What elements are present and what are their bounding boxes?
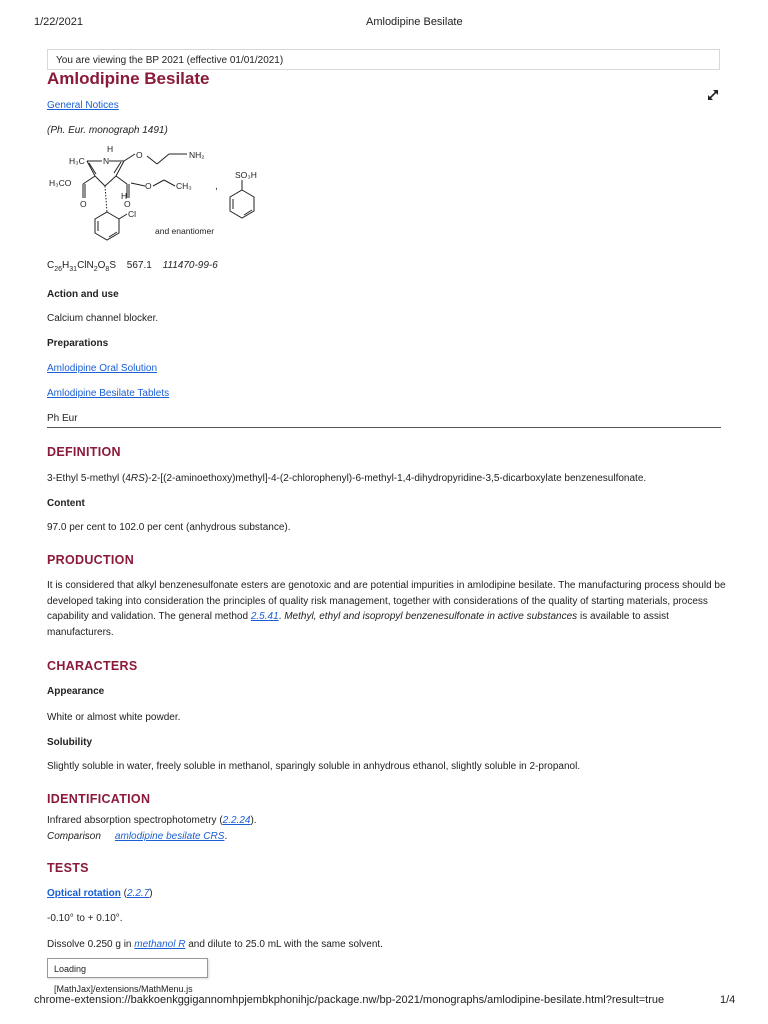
optical-rotation-line: Optical rotation (2.2.7) bbox=[47, 888, 153, 899]
label-o2: O bbox=[80, 199, 87, 209]
methanol-r-link[interactable]: methanol R bbox=[134, 939, 186, 950]
action-text: Calcium channel blocker. bbox=[47, 313, 159, 324]
print-date: 1/22/2021 bbox=[34, 16, 83, 28]
method-2-5-41-link[interactable]: 2.5.41 bbox=[250, 611, 279, 623]
solubility-heading: Solubility bbox=[47, 737, 92, 748]
label-ch3: CH₃ bbox=[176, 181, 192, 191]
version-banner: You are viewing the BP 2021 (effective 01/01/2021) bbox=[47, 49, 720, 70]
print-title: Amlodipine Besilate bbox=[366, 16, 463, 28]
preparations-heading: Preparations bbox=[47, 338, 109, 349]
expand-icon[interactable] bbox=[706, 88, 720, 102]
content-heading: Content bbox=[47, 498, 85, 509]
crs-link[interactable]: amlodipine besilate CRS bbox=[114, 831, 225, 842]
content-text: 97.0 per cent to 102.0 per cent (anhydrous substance). bbox=[47, 522, 291, 533]
definition-text: 3-Ethyl 5-methyl (4RS)-2-[(2-aminoethoxy)methyl]-4-(2-chlorophenyl)-6-methyl-1,4-dihydropyridine-3,5-dicarboxylate benzenesulfonate. bbox=[47, 473, 647, 484]
print-page-number: 1/4 bbox=[720, 994, 736, 1006]
label-o1: O bbox=[136, 150, 143, 160]
cas-number: 111470-99-6 bbox=[162, 260, 218, 271]
label-so3h: SO₃H bbox=[235, 170, 257, 180]
label-nh: H bbox=[107, 144, 114, 154]
appearance-text: White or almost white powder. bbox=[47, 712, 181, 723]
label-h3co: H₃CO bbox=[49, 178, 72, 188]
tests-heading: TESTS bbox=[47, 861, 89, 875]
action-heading: Action and use bbox=[47, 289, 119, 300]
label-o3: O bbox=[145, 181, 152, 191]
production-text: It is considered that alkyl benzenesulfonate esters are genotoxic and are potential impurities in amlodipine besilate. The manufacturing process should be developed taking into consideration the principles of quality risk management, together with considerations of the quality of starting materials, process capability and validation. The general method 2.5.41. Methyl, ethyl and isopropyl benzenesulfonate in active substances is available to assist manufacturers. bbox=[47, 580, 726, 638]
page-title: Amlodipine Besilate bbox=[47, 69, 210, 88]
characters-heading: CHARACTERS bbox=[47, 659, 138, 673]
label-h3c: H₃C bbox=[69, 156, 85, 166]
print-url: chrome-extension://bakkoenkggigannomhpjembkphonihjc/package.nw/bp-2021/monographs/amlodipine-besilate.html?result=true bbox=[34, 994, 665, 1006]
mathjax-loading-status: Loading [MathJax]/extensions/MathMenu.js bbox=[47, 958, 208, 978]
optical-rotation-link[interactable]: Optical rotation bbox=[47, 888, 121, 899]
dissolve-text: Dissolve 0.250 g in methanol R and dilute to 25.0 mL with the same solvent. bbox=[47, 939, 383, 950]
appearance-heading: Appearance bbox=[47, 686, 105, 697]
identification-text: Infrared absorption spectrophotometry (2.2.24). bbox=[47, 815, 257, 826]
molecular-weight: 567.1 bbox=[126, 260, 152, 271]
label-nh2: NH₂ bbox=[189, 150, 205, 160]
ph-eur-label: Ph Eur bbox=[47, 413, 78, 424]
structural-formula-image bbox=[47, 140, 277, 258]
preparation-link[interactable]: Amlodipine Oral Solution bbox=[47, 363, 158, 374]
method-2-2-24-link[interactable]: 2.2.24 bbox=[222, 815, 251, 826]
general-notices-link[interactable]: General Notices bbox=[47, 100, 119, 111]
preparation-link[interactable]: Amlodipine Besilate Tablets bbox=[47, 388, 170, 399]
label-n: N bbox=[103, 156, 110, 166]
label-cl: Cl bbox=[128, 209, 137, 219]
label-enantiomer: and enantiomer bbox=[155, 226, 215, 236]
svg-text:,: , bbox=[215, 181, 218, 192]
section-divider bbox=[47, 427, 721, 428]
rotation-range: -0.10° to + 0.10°. bbox=[47, 913, 123, 924]
solubility-text: Slightly soluble in water, freely soluble in methanol, sparingly soluble in anhydrous ethanol, slightly soluble in 2-propanol. bbox=[47, 761, 581, 772]
monograph-reference: (Ph. Eur. monograph 1491) bbox=[47, 125, 168, 136]
molecular-formula: $C_{26}H_{31}ClN_2O_8S$ 567.1 111470-99-6 bbox=[47, 260, 218, 273]
definition-heading: DEFINITION bbox=[47, 445, 121, 459]
method-2-2-7-link[interactable]: 2.2.7 bbox=[127, 888, 150, 899]
comparison-line: Comparison amlodipine besilate CRS. bbox=[47, 831, 228, 842]
label-o4: O bbox=[124, 199, 131, 209]
production-heading: PRODUCTION bbox=[47, 553, 135, 567]
label-h: H bbox=[121, 191, 128, 201]
identification-heading: IDENTIFICATION bbox=[47, 792, 151, 806]
